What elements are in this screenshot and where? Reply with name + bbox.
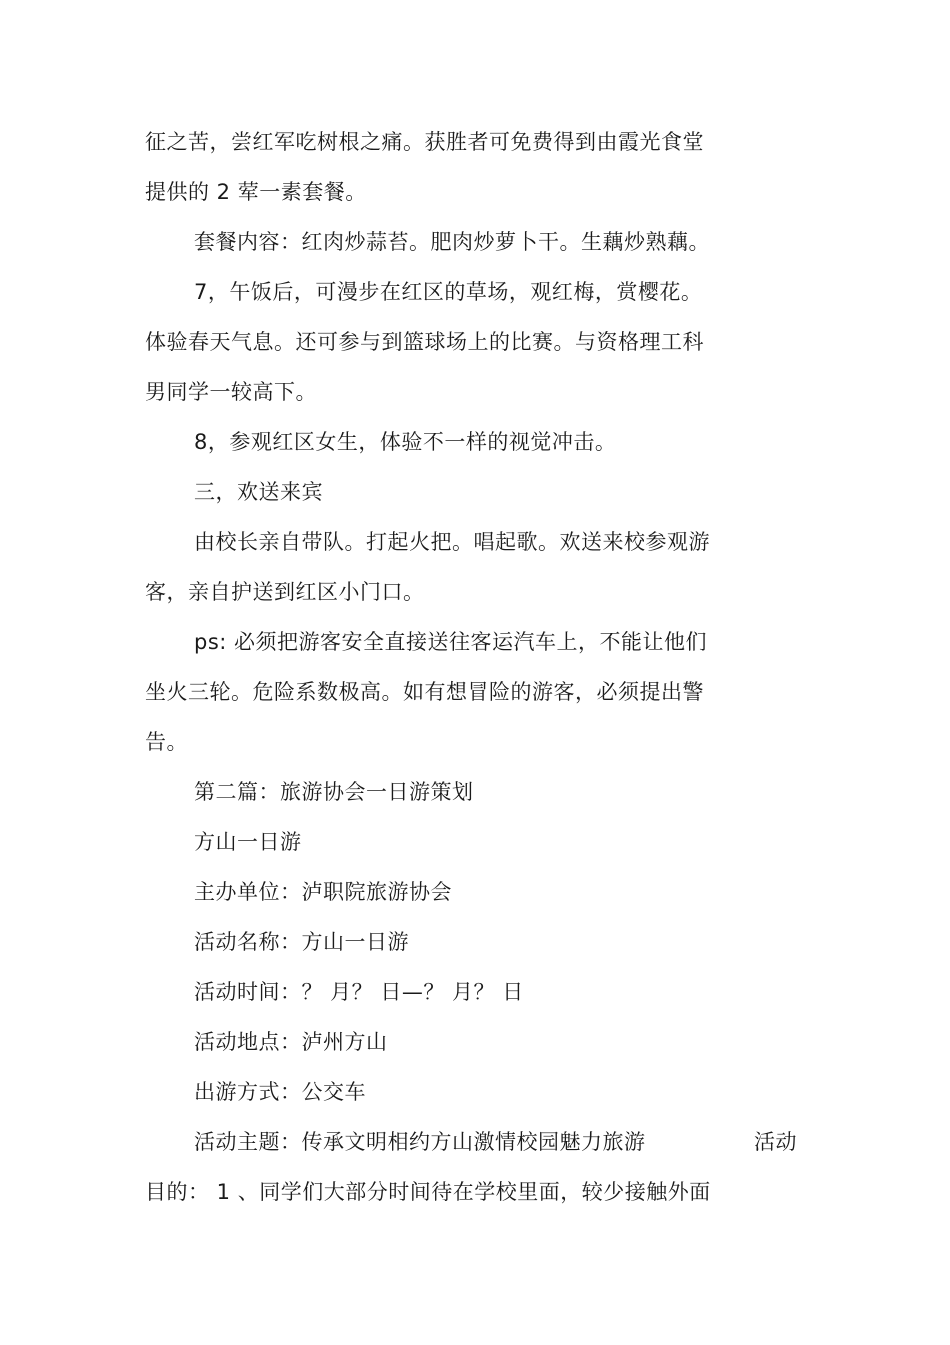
body-line: 客，亲自护送到红区小门口。 [145,580,425,604]
field-activity-purpose: 目的： 1 、同学们大部分时间待在学校里面，较少接触外面 [145,1180,711,1204]
field-activity-time: 活动时间：？ 月？ 日—？ 月？ 日 [194,980,524,1004]
field-activity-name: 活动名称：方山一日游 [194,930,409,954]
body-line: 告。 [145,730,188,754]
body-line: 套餐内容：红肉炒蒜苔。肥肉炒萝卜干。生藕炒熟藕。 [194,230,710,254]
body-line: 8，参观红区女生，体验不一样的视觉冲击。 [194,430,617,454]
field-activity-theme: 活动主题：传承文明相约方山激情校园魅力旅游 [194,1130,646,1154]
body-line: 男同学一较高下。 [145,380,317,404]
chapter-heading: 第二篇：旅游协会一日游策划 [194,780,474,804]
body-line: 提供的 2 荤一素套餐。 [145,180,367,204]
plan-title: 方山一日游 [194,830,302,854]
section-heading: 三，欢送来宾 [194,480,323,504]
field-activity-location: 活动地点：泸州方山 [194,1030,388,1054]
field-organizer: 主办单位：泸职院旅游协会 [194,880,452,904]
body-line: 征之苦，尝红军吃树根之痛。获胜者可免费得到由霞光食堂 [145,130,704,154]
field-activity-purpose-label: 活动 [754,1130,797,1154]
body-line: 由校长亲自带队。打起火把。唱起歌。欢送来校参观游 [194,530,710,554]
body-line: ps: 必须把游客安全直接送往客运汽车上，不能让他们 [194,630,708,654]
body-line: 7，午饭后，可漫步在红区的草场，观红梅，赏樱花。 [194,280,703,304]
body-line: 体验春天气息。还可参与到篮球场上的比赛。与资格理工科 [145,330,704,354]
body-line: 坐火三轮。危险系数极高。如有想冒险的游客，必须提出警 [145,680,704,704]
field-travel-mode: 出游方式：公交车 [194,1080,366,1104]
